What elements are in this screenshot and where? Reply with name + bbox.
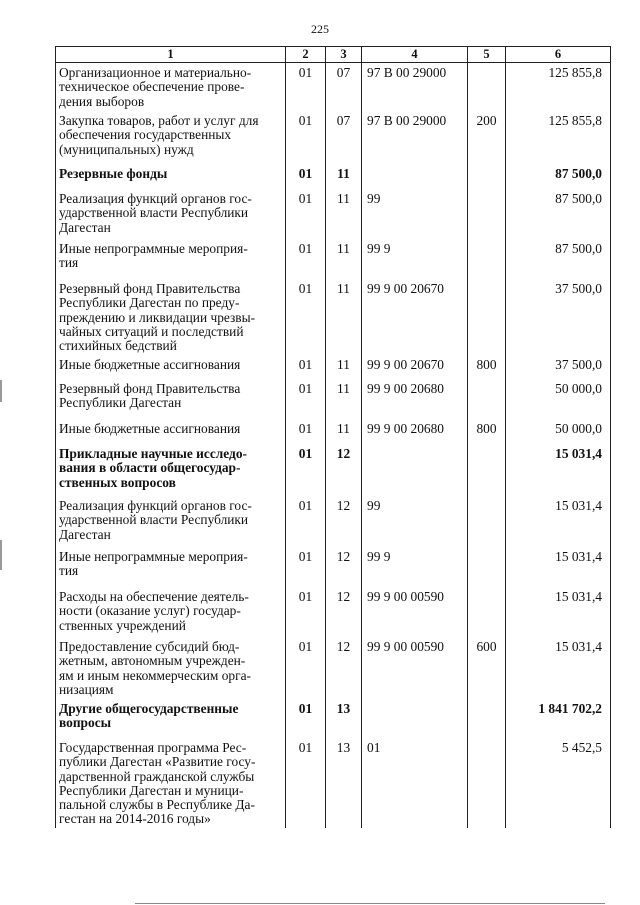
row-name-line: Закупка товаров, работ и услуг для bbox=[59, 113, 259, 129]
row-expense-type bbox=[468, 279, 506, 355]
table-row bbox=[56, 379, 611, 419]
table-row bbox=[56, 189, 611, 239]
row-name-line: Организационное и материально- bbox=[59, 65, 252, 81]
table-row bbox=[56, 239, 611, 279]
row-name bbox=[56, 699, 286, 738]
row-name-line: Иные бюджетные ассигнования bbox=[59, 421, 241, 437]
row-name-line: публики Дагестан «Развитие госу- bbox=[59, 754, 256, 770]
row-target-article bbox=[362, 699, 468, 738]
row-target-article: 99 bbox=[362, 496, 468, 547]
row-expense-type bbox=[468, 189, 506, 239]
col-header-3: 3 bbox=[326, 47, 362, 63]
table-row bbox=[56, 637, 611, 699]
row-section-code: 01 bbox=[286, 239, 326, 279]
row-name-line: ственных учреждений bbox=[59, 617, 186, 633]
row-name-line: Реализация функций органов гос- bbox=[59, 498, 252, 514]
row-expense-type bbox=[468, 239, 506, 279]
bottom-rule bbox=[135, 903, 605, 904]
row-name-line: Расходы на обеспечение деятель- bbox=[59, 589, 249, 605]
row-expense-type: 600 bbox=[468, 637, 506, 699]
table-row bbox=[56, 496, 611, 547]
row-name-line: ударственной власти Республики bbox=[59, 512, 249, 528]
row-section-code: 01 bbox=[286, 587, 326, 637]
row-amount: 1 841 702,2 bbox=[506, 699, 611, 738]
row-name-line: Дагестан bbox=[59, 219, 111, 235]
row-name bbox=[56, 496, 286, 547]
row-expense-type bbox=[468, 379, 506, 419]
row-section-code: 01 bbox=[286, 355, 326, 379]
row-section-code: 01 bbox=[286, 444, 326, 496]
row-name bbox=[56, 239, 286, 279]
row-subsection-code: 11 bbox=[326, 279, 362, 355]
row-name bbox=[56, 637, 286, 699]
row-target-article: 99 9 00 20680 bbox=[362, 419, 468, 444]
row-target-article: 99 9 00 20680 bbox=[362, 379, 468, 419]
row-target-article: 97 В 00 29000 bbox=[362, 63, 468, 112]
row-name-line: Реализация функций органов гос- bbox=[59, 191, 252, 207]
row-target-article: 99 9 00 20670 bbox=[362, 279, 468, 355]
table-row bbox=[56, 547, 611, 587]
row-amount: 50 000,0 bbox=[506, 419, 611, 444]
row-name-line: Государственная программа Рес- bbox=[59, 740, 247, 756]
row-target-article bbox=[362, 444, 468, 496]
row-name bbox=[56, 444, 286, 496]
row-subsection-code: 12 bbox=[326, 637, 362, 699]
row-name-line: Резервный фонд Правительства bbox=[59, 281, 241, 297]
row-name-line: стихийных бедствий bbox=[59, 338, 177, 354]
row-target-article: 99 9 00 20670 bbox=[362, 355, 468, 379]
col-header-6: 6 bbox=[506, 47, 611, 63]
row-name-line: Республики Дагестан bbox=[59, 395, 182, 411]
scan-edge-mark bbox=[0, 380, 2, 402]
row-expense-type: 800 bbox=[468, 355, 506, 379]
row-name-line: Резервные фонды bbox=[59, 166, 168, 182]
table-row bbox=[56, 444, 611, 496]
row-section-code: 01 bbox=[286, 111, 326, 164]
row-name bbox=[56, 279, 286, 355]
row-section-code: 01 bbox=[286, 379, 326, 419]
row-name-line: ности (оказание услуг) государ- bbox=[59, 603, 241, 619]
row-expense-type bbox=[468, 496, 506, 547]
col-header-4: 4 bbox=[362, 47, 468, 63]
row-name-line: обеспечения государственных bbox=[59, 127, 232, 143]
page-number: 225 bbox=[311, 22, 329, 36]
row-amount: 125 855,8 bbox=[506, 63, 611, 112]
row-name-line: тия bbox=[59, 255, 79, 271]
row-expense-type bbox=[468, 444, 506, 496]
row-name-line: ям и иным некоммерческим орга- bbox=[59, 667, 252, 683]
row-section-code: 01 bbox=[286, 496, 326, 547]
table-row bbox=[56, 355, 611, 379]
row-amount: 5 452,5 bbox=[506, 738, 611, 828]
table-row bbox=[56, 279, 611, 355]
row-subsection-code: 07 bbox=[326, 63, 362, 112]
budget-table bbox=[55, 46, 611, 828]
row-name bbox=[56, 379, 286, 419]
row-name-line: гестан на 2014-2016 годы» bbox=[59, 811, 211, 827]
row-name bbox=[56, 547, 286, 587]
row-name-line: Предоставление субсидий бюд- bbox=[59, 639, 240, 655]
row-name-line: вопросы bbox=[59, 715, 112, 731]
row-target-article bbox=[362, 164, 468, 189]
row-target-article: 01 bbox=[362, 738, 468, 828]
row-subsection-code: 11 bbox=[326, 189, 362, 239]
row-subsection-code: 13 bbox=[326, 738, 362, 828]
row-subsection-code: 12 bbox=[326, 496, 362, 547]
row-expense-type bbox=[468, 587, 506, 637]
row-amount: 15 031,4 bbox=[506, 444, 611, 496]
row-expense-type bbox=[468, 63, 506, 112]
row-name bbox=[56, 587, 286, 637]
row-amount: 87 500,0 bbox=[506, 239, 611, 279]
header-row bbox=[56, 47, 611, 63]
row-subsection-code: 12 bbox=[326, 444, 362, 496]
row-subsection-code: 12 bbox=[326, 587, 362, 637]
row-name bbox=[56, 189, 286, 239]
row-subsection-code: 11 bbox=[326, 419, 362, 444]
row-target-article: 99 9 00 00590 bbox=[362, 637, 468, 699]
row-name-line: дения выборов bbox=[59, 93, 145, 109]
row-amount: 15 031,4 bbox=[506, 547, 611, 587]
row-expense-type bbox=[468, 738, 506, 828]
table-body bbox=[56, 63, 611, 829]
row-name-line: ударственной власти Республики bbox=[59, 205, 249, 221]
row-name-line: тия bbox=[59, 563, 79, 579]
row-target-article: 99 9 bbox=[362, 239, 468, 279]
row-section-code: 01 bbox=[286, 419, 326, 444]
row-expense-type: 200 bbox=[468, 111, 506, 164]
row-name-line: Республики Дагестан и муници- bbox=[59, 782, 244, 798]
table-row bbox=[56, 164, 611, 189]
row-name-line: Дагестан bbox=[59, 526, 111, 542]
row-amount: 15 031,4 bbox=[506, 496, 611, 547]
row-section-code: 01 bbox=[286, 189, 326, 239]
row-name-line: низациям bbox=[59, 681, 114, 697]
row-name-line: Резервный фонд Правительства bbox=[59, 381, 241, 397]
table-row bbox=[56, 63, 611, 112]
row-section-code: 01 bbox=[286, 738, 326, 828]
row-name-line: Иные непрограммные мероприя- bbox=[59, 241, 248, 257]
row-name-line: жетным, автономным учрежден- bbox=[59, 653, 246, 669]
row-section-code: 01 bbox=[286, 699, 326, 738]
row-name-line: (муниципальных) нужд bbox=[59, 141, 194, 157]
col-header-2: 2 bbox=[286, 47, 326, 63]
col-header-1: 1 bbox=[56, 47, 286, 63]
row-name-line: Другие общегосударственные bbox=[59, 701, 239, 717]
row-subsection-code: 12 bbox=[326, 547, 362, 587]
row-name-line: чайных ситуаций и последствий bbox=[59, 323, 244, 339]
row-name bbox=[56, 738, 286, 828]
table-row bbox=[56, 738, 611, 828]
col-header-5: 5 bbox=[468, 47, 506, 63]
row-name bbox=[56, 164, 286, 189]
row-name bbox=[56, 355, 286, 379]
row-target-article: 99 9 00 00590 bbox=[362, 587, 468, 637]
row-amount: 125 855,8 bbox=[506, 111, 611, 164]
row-subsection-code: 11 bbox=[326, 164, 362, 189]
row-name-line: дарственной гражданской службы bbox=[59, 768, 255, 784]
row-expense-type bbox=[468, 699, 506, 738]
row-amount: 87 500,0 bbox=[506, 164, 611, 189]
row-name-line: Иные бюджетные ассигнования bbox=[59, 357, 241, 373]
row-subsection-code: 11 bbox=[326, 379, 362, 419]
row-target-article: 97 В 00 29000 bbox=[362, 111, 468, 164]
row-name bbox=[56, 419, 286, 444]
row-target-article: 99 9 bbox=[362, 547, 468, 587]
row-name bbox=[56, 111, 286, 164]
row-subsection-code: 07 bbox=[326, 111, 362, 164]
row-name-line: преждению и ликвидации чрезвы- bbox=[59, 309, 256, 325]
row-amount: 50 000,0 bbox=[506, 379, 611, 419]
table-row bbox=[56, 419, 611, 444]
row-expense-type bbox=[468, 164, 506, 189]
row-target-article: 99 bbox=[362, 189, 468, 239]
row-subsection-code: 11 bbox=[326, 239, 362, 279]
row-expense-type: 800 bbox=[468, 419, 506, 444]
row-amount: 15 031,4 bbox=[506, 637, 611, 699]
row-amount: 37 500,0 bbox=[506, 279, 611, 355]
row-section-code: 01 bbox=[286, 637, 326, 699]
row-subsection-code: 13 bbox=[326, 699, 362, 738]
row-name-line: Прикладные научные исследо- bbox=[59, 446, 247, 462]
row-name-line: пальной службы в Республике Да- bbox=[59, 797, 255, 813]
row-amount: 15 031,4 bbox=[506, 587, 611, 637]
table-row bbox=[56, 111, 611, 164]
row-section-code: 01 bbox=[286, 279, 326, 355]
row-section-code: 01 bbox=[286, 164, 326, 189]
row-name-line: Иные непрограммные мероприя- bbox=[59, 549, 248, 565]
table-row bbox=[56, 587, 611, 637]
row-section-code: 01 bbox=[286, 63, 326, 112]
row-name-line: ственных вопросов bbox=[59, 474, 176, 490]
row-section-code: 01 bbox=[286, 547, 326, 587]
row-name-line: вания в области общегосудар- bbox=[59, 460, 241, 476]
row-amount: 37 500,0 bbox=[506, 355, 611, 379]
row-expense-type bbox=[468, 547, 506, 587]
scan-edge-mark bbox=[0, 540, 2, 570]
row-name-line: техническое обеспечение прове- bbox=[59, 79, 245, 95]
row-amount: 87 500,0 bbox=[506, 189, 611, 239]
row-name bbox=[56, 63, 286, 112]
table-row bbox=[56, 699, 611, 738]
row-subsection-code: 11 bbox=[326, 355, 362, 379]
row-name-line: Республики Дагестан по преду- bbox=[59, 295, 240, 311]
